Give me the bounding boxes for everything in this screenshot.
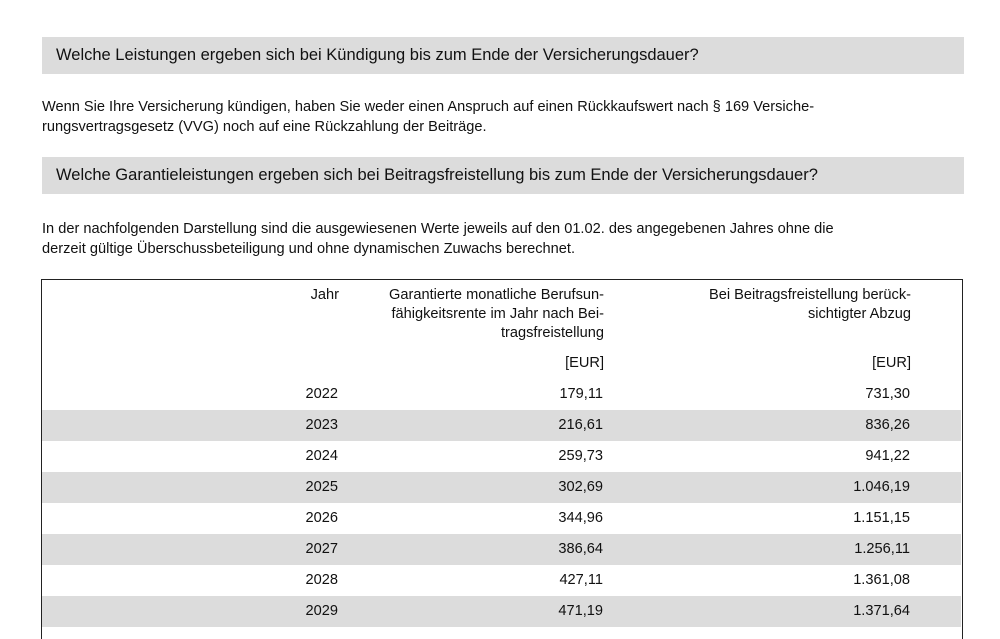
section-heading-beitragsfreistellung: Welche Garantieleistungen ergeben sich bei Beitragsfreistellung bis zum Ende der Versicherungsdauer? xyxy=(42,157,964,194)
cell-abzug: 1.256,11 xyxy=(854,541,910,557)
cell-year: 2026 xyxy=(305,510,338,526)
cell-year: 2024 xyxy=(305,448,338,464)
cell-rente: 344,96 xyxy=(558,510,603,526)
cell-rente: 259,73 xyxy=(558,448,603,464)
cell-rente: 216,61 xyxy=(558,417,603,433)
table-row xyxy=(42,503,961,534)
cell-rente: 427,11 xyxy=(559,572,603,588)
table-row xyxy=(42,379,961,410)
column-header-abzug xyxy=(709,286,911,324)
paragraph-line: In der nachfolgenden Darstellung sind die ausgewiesenen Werte jeweils auf den 01.02. des angegebenen Jahres ohne die xyxy=(42,221,834,237)
cell-abzug: 941,22 xyxy=(865,448,910,464)
cell-rente: 471,19 xyxy=(558,603,603,619)
header-line: Garantierte monatliche Berufsun- xyxy=(389,287,604,303)
cell-abzug: 1.151,15 xyxy=(853,510,910,526)
table-row xyxy=(42,596,961,627)
unit-label-abzug: [EUR] xyxy=(872,355,911,371)
header-line: sichtigter Abzug xyxy=(807,306,911,322)
cell-year: 2023 xyxy=(305,417,338,433)
cell-year: 2029 xyxy=(305,603,338,619)
header-line: Bei Beitragsfreistellung berück- xyxy=(709,287,911,303)
cell-abzug: 1.371,64 xyxy=(853,603,910,619)
cell-rente: 302,69 xyxy=(558,479,603,495)
column-header-rente xyxy=(389,286,604,343)
unit-label-rente: [EUR] xyxy=(565,355,604,371)
paragraph-kuendigung xyxy=(42,97,967,137)
table-row xyxy=(42,472,961,503)
column-header-jahr: Jahr xyxy=(310,287,339,303)
paragraph-line: derzeit gültige Überschussbeteiligung und ohne dynamischen Zuwachs berechnet. xyxy=(42,241,575,257)
cell-year: 2025 xyxy=(305,479,338,495)
header-line: tragsfreistellung xyxy=(500,325,604,341)
section-heading-kuendigung: Welche Leistungen ergeben sich bei Kündigung bis zum Ende der Versicherungsdauer? xyxy=(42,37,964,74)
cell-rente: 179,11 xyxy=(559,386,603,402)
paragraph-beitragsfreistellung xyxy=(42,219,967,259)
table-row xyxy=(42,410,961,441)
cell-abzug: 731,30 xyxy=(865,386,910,402)
cell-abzug: 836,26 xyxy=(865,417,910,433)
paragraph-line: Wenn Sie Ihre Versicherung kündigen, haben Sie weder einen Anspruch auf einen Rückkaufswert nach § 169 Versiche- xyxy=(42,99,815,115)
cell-year: 2027 xyxy=(305,541,338,557)
cell-abzug: 1.361,08 xyxy=(853,572,910,588)
cell-rente: 386,64 xyxy=(558,541,603,557)
cell-year: 2028 xyxy=(305,572,338,588)
table-row xyxy=(42,565,961,596)
paragraph-line: rungsvertragsgesetz (VVG) noch auf eine Rückzahlung der Beiträge. xyxy=(42,119,487,135)
garantieleistungen-table xyxy=(41,279,963,639)
cell-year: 2022 xyxy=(305,386,338,402)
table-row xyxy=(42,441,961,472)
header-line: fähigkeitsrente im Jahr nach Bei- xyxy=(391,306,604,322)
table-row xyxy=(42,534,961,565)
cell-abzug: 1.046,19 xyxy=(853,479,910,495)
